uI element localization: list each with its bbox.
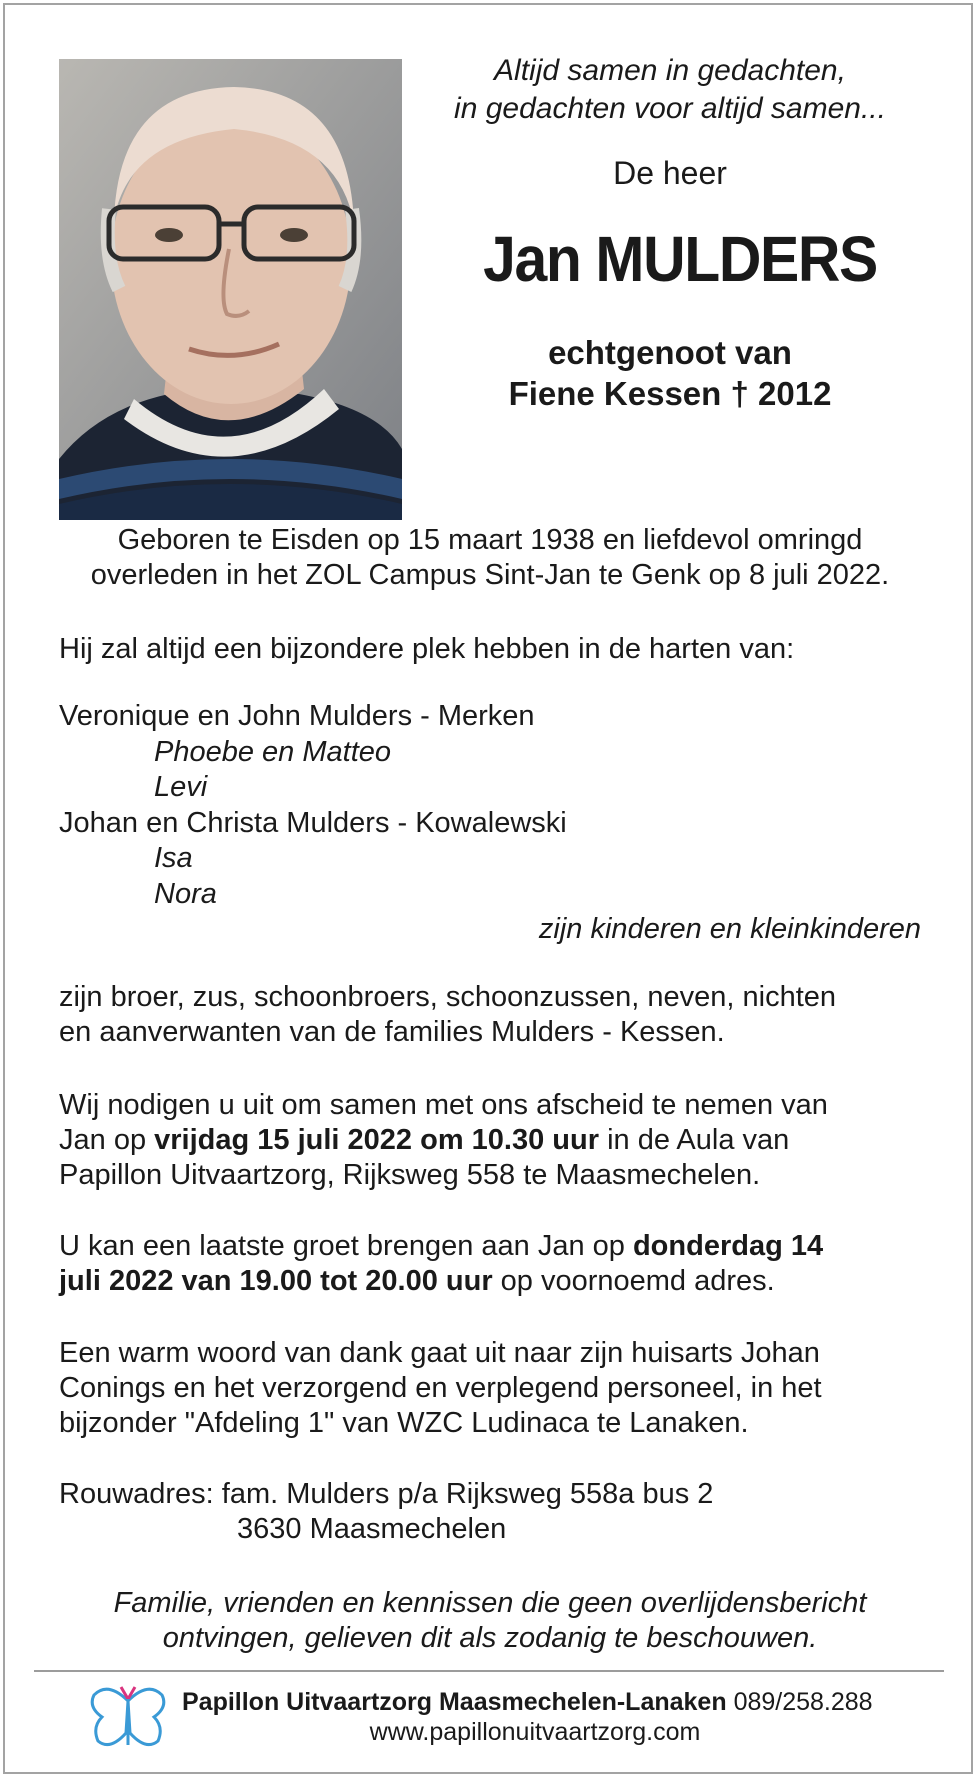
visit-text: op voornoemd adres. [492,1265,775,1297]
grandchildren-line: Isa [154,842,193,874]
funeral-datetime: vrijdag 15 juli 2022 om 10.30 uur [154,1124,600,1156]
family-caption: zijn kinderen en kleinkinderen [538,913,921,945]
footer-divider [34,1670,944,1672]
relatives-text [59,980,939,1050]
honorific: De heer [613,155,727,191]
invite-line: Papillon Uitvaartzorg, Rijksweg 558 te Maasmechelen. [59,1159,761,1191]
birth-line: Geboren te Eisden op 15 maart 1938 en liefdevol omringd [117,524,863,556]
deceased-name: Jan MULDERS [483,223,877,295]
footer-phone: 089/258.288 [733,1688,873,1716]
thanks-line: Conings en het verzorgend en verplegend personeel, in het [59,1372,822,1404]
visit-line [59,1264,939,1299]
visit-time: juli 2022 van 19.00 tot 20.00 uur [59,1265,493,1297]
verse-line: in gedachten voor altijd samen... [454,92,886,125]
invite-text: in de Aula van [599,1124,790,1156]
verse [420,52,920,128]
spouse-label: echtgenoot van [548,334,792,371]
death-line: overleden in het ZOL Campus Sint-Jan te Genk op 8 juli 2022. [90,559,890,591]
visit-text: U kan een laatste groet brengen aan Jan op [59,1230,633,1262]
visit-line [59,1229,939,1264]
visit-date: donderdag 14 [632,1230,824,1262]
thanks-line: Een warm woord van dank gaat uit naar zijn huisarts Johan [59,1337,820,1369]
funeral-invitation [59,1088,939,1193]
family-list [59,699,939,948]
family-line: Johan en Christa Mulders - Kowalewski [59,806,567,839]
grandchildren-line: Nora [154,877,217,910]
mourning-address [59,1477,939,1547]
butterfly-logo-icon [88,1683,168,1755]
notice-line: ontvingen, gelieven dit als zodanig te beschouwen. [162,1622,818,1654]
thanks-line: bijzonder "Afdeling 1" van WZC Ludinaca te Lanaken. [59,1407,749,1439]
notice-text [50,1586,930,1656]
grandchildren-line: Levi [154,771,208,803]
grandchildren-line: Phoebe en Matteo [154,735,392,768]
portrait-photo [59,59,402,520]
relatives-line: zijn broer, zus, schoonbroers, schoonzussen, neven, nichten [59,981,837,1013]
family-line: Veronique en John Mulders - Merken [59,700,535,732]
verse-line: Altijd samen in gedachten, [494,54,846,87]
thanks-text [59,1336,939,1441]
footer-company-line [182,1688,873,1717]
spouse-name: Fiene Kessen † 2012 [508,375,832,412]
footer-company: Papillon Uitvaartzorg Maasmechelen-Lanaken [182,1688,727,1716]
footer-url: www.papillonuitvaartzorg.com [369,1718,701,1746]
visitation-text [59,1229,939,1299]
address-line: Rouwadres: fam. Mulders p/a Rijksweg 558a bus 2 [59,1478,714,1510]
intro-text: Hij zal altijd een bijzondere plek hebben in de harten van: [59,633,795,665]
invite-text: Jan op [59,1124,155,1156]
invite-line [59,1123,939,1158]
spouse-info [420,332,920,414]
birth-death-text [50,523,930,593]
invite-line: Wij nodigen u uit om samen met ons afscheid te nemen van [59,1089,828,1121]
relatives-line: en aanverwanten van de families Mulders - Kessen. [59,1016,725,1048]
notice-line: Familie, vrienden en kennissen die geen overlijdensbericht [113,1587,867,1619]
address-city: 3630 Maasmechelen [237,1513,507,1545]
